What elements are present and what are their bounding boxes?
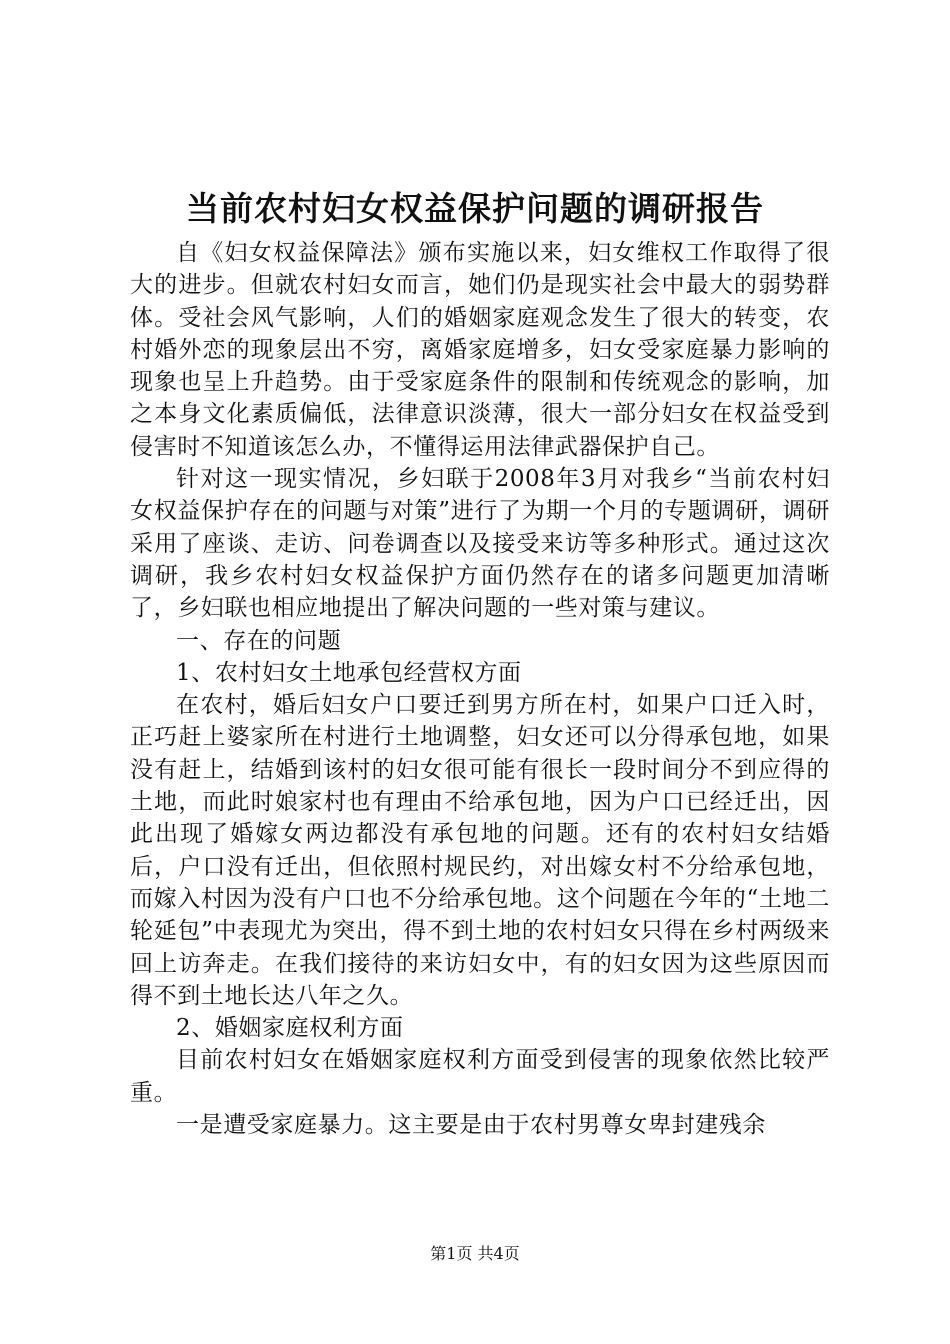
paragraph-research: 针对这一现实情况，乡妇联于2008年3月对我乡“当前农村妇女权益保护存在的问题与对策”进行了为期一个月的专题调研，调研采用了座谈、走访、问卷调查以及接受来访等多种形式。通过这次调研，我乡农村妇女权益保护方面仍然存在的诸多问题更加清晰了，乡妇联也相应地提出了解决问题的一些对策与建议。 bbox=[130, 466, 830, 622]
paragraph-domestic-violence: 一是遭受家庭暴力。这主要是由于农村男尊女卑封建残余 bbox=[176, 1112, 766, 1139]
paragraph-marriage: 目前农村妇女在婚姻家庭权利方面受到侵害的现象依然比较严重。 bbox=[130, 1047, 830, 1106]
document-body bbox=[130, 237, 830, 1141]
paragraph-intro: 自《妇女权益保障法》颁布实施以来，妇女维权工作取得了很大的进步。但就农村妇女而言，她们仍是现实社会中最大的弱势群体。受社会风气影响，人们的婚姻家庭观念发生了很大的转变，农村婚外恋的现象层出不穷，离婚家庭增多，妇女受家庭暴力影响的现象也呈上升趋势。由于受家庭条件的限制和传统观念的影响，加之本身文化素质偏低，法律意识淡薄，很大一部分妇女在权益受到侵害时不知道该怎么办，不懂得运用法律武器保护自己。 bbox=[130, 240, 830, 460]
subsection-heading-land: 1、农村妇女土地承包经营权方面 bbox=[176, 659, 522, 686]
paragraph-land: 在农村，婚后妇女户口要迁到男方所在村，如果户口迁入时，正巧赶上婆家所在村进行土地调整，妇女还可以分得承包地，如果没有赶上，结婚到该村的妇女很可能有很长一段时间分不到应得的土地，而此时娘家村也有理由不给承包地，因为户口已经迁出，因此出现了婚嫁女两边都没有承包地的问题。还有的农村妇女结婚后，户口没有迁出，但依照村规民约，对出嫁女村不分给承包地，而嫁入村因为没有户口也不分给承包地。这个问题在今年的“土地二轮延包”中表现尤为突出，得不到土地的农村妇女只得在乡村两级来回上访奔走。在我们接待的来访妇女中，有的妇女因为这些原因而得不到土地长达八年之久。 bbox=[130, 692, 830, 1009]
section-heading-problems: 一、存在的问题 bbox=[176, 627, 342, 654]
page-number-footer: 第1页 共4页 bbox=[430, 1244, 520, 1263]
subsection-heading-marriage: 2、婚姻家庭权利方面 bbox=[176, 1015, 404, 1042]
document-title: 当前农村妇女权益保护问题的调研报告 bbox=[186, 189, 764, 228]
